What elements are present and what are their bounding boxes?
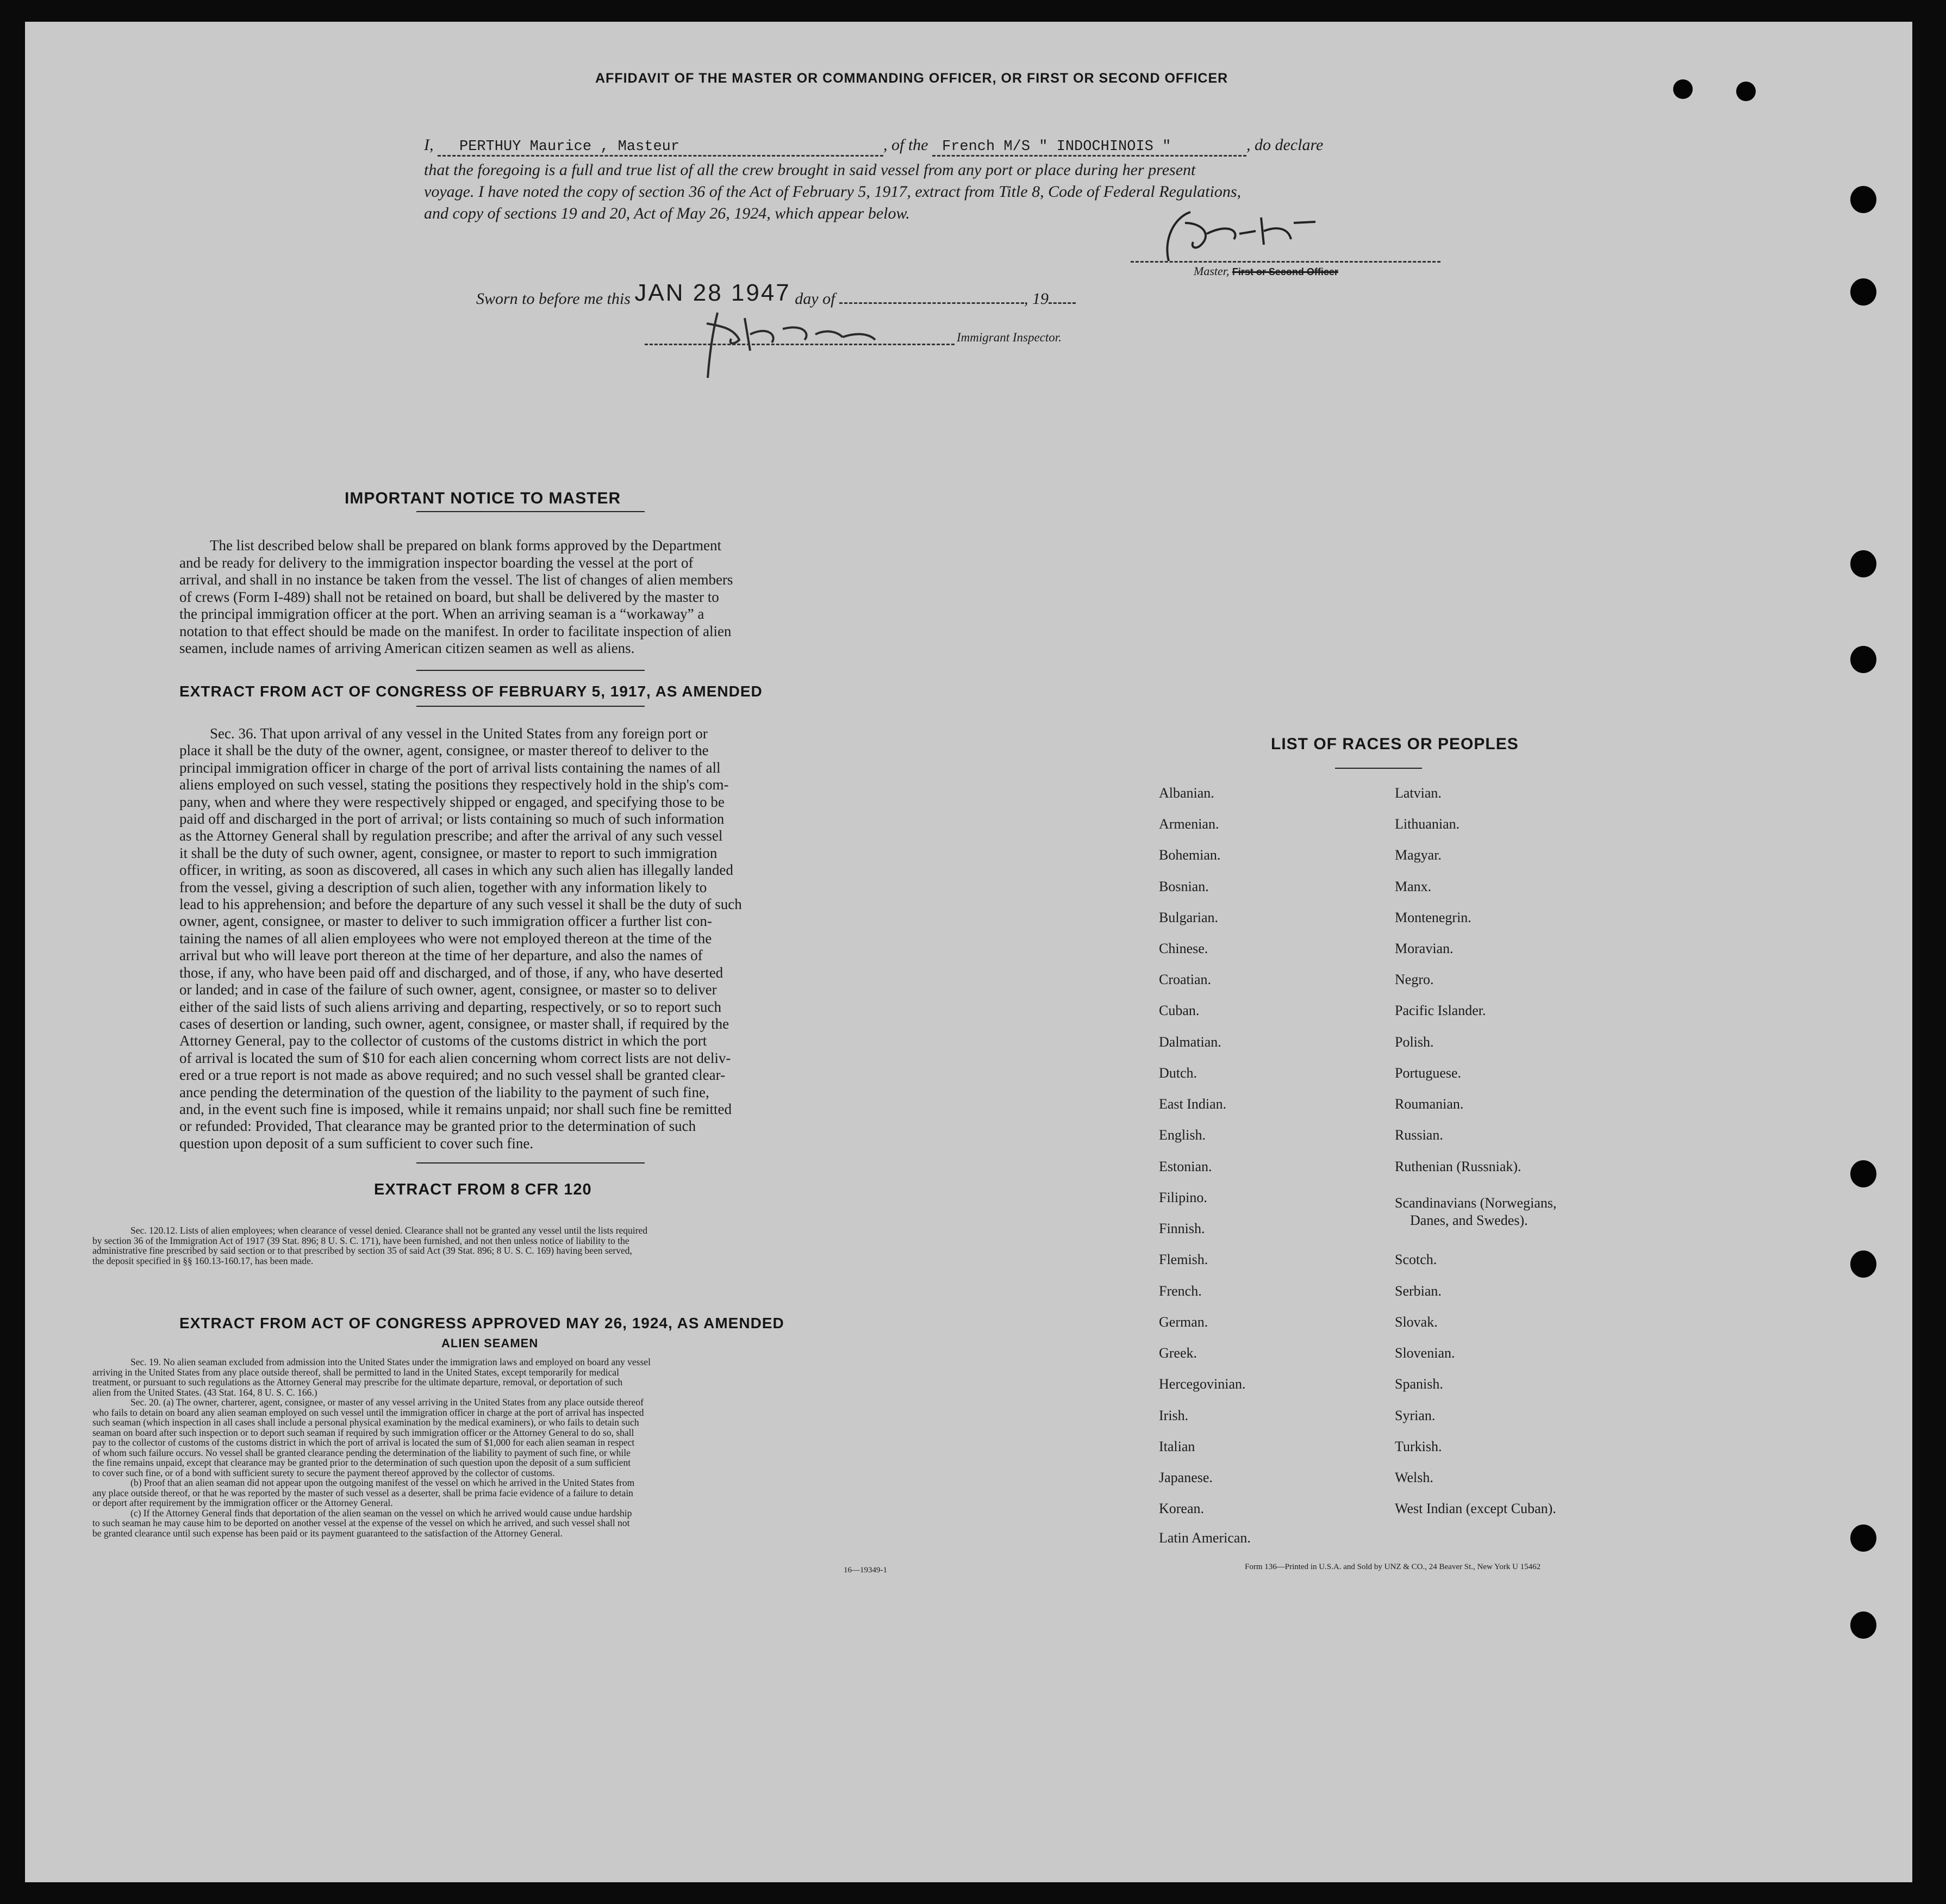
race-item: Estonian. [1159,1159,1212,1174]
alien-seamen-subheading: ALIEN SEAMEN [441,1336,539,1350]
race-item: Dalmatian. [1159,1034,1221,1050]
binder-hole-icon [1850,1160,1876,1187]
race-item: Welsh. [1395,1470,1433,1485]
year-label: , 19 [1024,290,1049,308]
extract-1917-text: Sec. 36. That upon arrival of any vessel in the United States from any foreign port or place it shall be the duty of the owner, agent, consignee, or master thereof to deliver to the principal immigration officer in charge of the port of arrival lists containing the names of all aliens employed on such vessel, stating the positions they respectively hold in the ship's com- pany, when and where they were respectively shipped or engaged, and specifying those to be paid off and discharged in the port of arrival; or lists containing so much of such information as the Attorney General shall by regulation prescribe; and after the arrival of any such vessel it shall be the duty of such owner, agent, consignee, or master to report to such immigration officer, in writing, as soon as discovered, all cases in which any such alien has illegally landed from the vessel, giving a description of such alien, together with any information likely to lead to his apprehension; and before the departure of any such vessel it shall be the duty of such owner, agent, consignee, or master to deliver to such immigration officer a further list con- taining the names of all alien employees who were not employed thereon at the time of the arrival but who will leave port thereon at the time of her departure, and also the names of those, if any, who have been paid off and discharged, and of those, if any, who have deserted or landed; and in case of the failure of such owner, agent, consignee, or master so to deliver either of the said lists of such aliens arriving and departing, respectively, or so to report such cases of desertion or landing, such owner, agent, consignee, or master shall, if required by the Attorney General, pay to the collector of customs of the customs district in which the port of arrival is located the sum of $10 for each alien concerning whom correct lists are not deliv- ered or a true report is not made as above required; and no such vessel shall be granted clear- ance pending the determination of the question of the liability to the payment of such fine, and, in the event such fine is imposed, while it remains unpaid; nor shall such fine be remitted or refunded: Provided, That clearance may be granted prior to the determination of such question upon deposit of a sum sufficient to cover such fine. [179,725,742,1152]
race-item: Filipino. [1159,1190,1207,1205]
extract-1924-text: Sec. 19. No alien seaman excluded from admission into the United States under the immigration laws and employed on board any vessel arriving in the United States from any place outside thereof, shall be permitted to land in the United States, except temporarily for medical treatment, or pursuant to such regulations as the Attorney General may prescribe for the ultimate departure, removal, or deportation of such alien from the United States. (43 Stat. 164, 8 U. S. C. 166.) Sec. 20. (a) The owner, charterer, agent, consignee, or master of any vessel arriving in the United States from any place outside thereof who fails to detain on board any alien seaman employed on such vessel until the immigration officer in charge at the port of arrival has inspected such seaman (which inspection in all cases shall include a personal physical examination by the medical examiners), or who fails to detain such seaman on board after such inspection or to deport such seaman if required by such immigration officer or the Attorney General to do so, shall pay to the collector of customs of the customs district in which the port of arrival is located the sum of $1,000 for each alien seaman in respect of whom such failure occurs. No vessel shall be granted clearance pending the determination of the liability to payment of such fine, or while the fine remains unpaid, except that clearance may be granted prior to the determination of such question upon the deposit of a sum sufficient to cover such fine, or of a bond with sufficient surety to secure the payment thereof approved by the collector of customs. (b) Proof that an alien seaman did not appear upon the outgoing manifest of the vessel on which he arrived in the United States from any place outside thereof, or that he was reported by the master of such vessel as a deserter, shall be prima facie evidence of a failure to detain or deport after requirement by the immigration officer or the Attorney General. (c) If the Attorney General finds that deportation of the alien seaman on the vessel on which he arrived would cause undue hardship to such seaman he may cause him to be deported on another vessel at the expense of the vessel on which he arrived, and such vessel shall not be granted clearance until such expense has been paid or its payment guaranteed to the satisfaction of the Attorney General. [92,1357,651,1539]
extract-1924-heading: EXTRACT FROM ACT OF CONGRESS APPROVED MAY 26, 1924, AS AMENDED [179,1315,784,1331]
race-item: Ruthenian (Russniak). [1395,1159,1521,1174]
race-item: Bohemian. [1159,847,1221,863]
binder-hole-icon [1850,550,1876,577]
race-item: West Indian (except Cuban). [1395,1501,1556,1516]
race-item: Moravian. [1395,941,1454,956]
race-item: Armenian. [1159,816,1219,832]
affidavit-declaration-line [424,136,1484,158]
race-item: Negro. [1395,972,1434,987]
i-label: I, [424,136,434,154]
race-item: Italian [1159,1439,1195,1454]
affidavit-body-line-2: voyage. I have noted the copy of section 36 of the Act of February 5, 1917, extract from Title 8, Code of Federal Regulations, [424,183,1242,201]
affidavit-body-line-3: and copy of sections 19 and 20, Act of May 26, 1924, which appear below. [424,204,910,222]
race-item: Magyar. [1395,847,1442,863]
master-name-field[interactable]: PERTHUY Maurice , Masteur [438,139,883,157]
race-item: Polish. [1395,1034,1434,1050]
section-divider [416,1162,645,1163]
notice-heading: IMPORTANT NOTICE TO MASTER [345,489,621,507]
race-item: Serbian. [1395,1283,1442,1299]
binder-hole-icon [1850,186,1876,213]
section-divider [416,670,645,671]
print-code: 16—19349-1 [844,1566,887,1575]
notice-divider [416,511,645,512]
race-item: Cuban. [1159,1003,1200,1018]
binder-hole-icon [1736,82,1756,101]
race-item: Greek. [1159,1345,1197,1361]
race-item: Bosnian. [1159,879,1209,894]
do-declare-label: , do declare [1246,136,1324,154]
notice-text: The list described below shall be prepared on blank forms approved by the Department and be ready for delivery to the immigration inspector boarding the vessel at the port of arrival, and shall in no instance be taken from the vessel. The list of changes of alien members of crews (Form I-489) shall not be retained on board, but shall be delivered by the master to the principal immigration officer at the port. When an arriving seaman is a “workaway” a notation to that effect should be made on the manifest. In order to facilitate inspection of alien seamen, include names of arriving American citizen seamen as well as aliens. [179,537,733,656]
affidavit-body-line-1: that the foregoing is a full and true list of all the crew brought in said vessel from any port or place during her present [424,161,1196,179]
race-item: Slovenian. [1395,1345,1455,1361]
race-item: Lithuanian. [1395,816,1460,832]
binder-hole-icon [1850,1611,1876,1639]
race-item: Korean. [1159,1501,1205,1516]
race-item: Irish. [1159,1408,1189,1423]
race-item: Scotch. [1395,1252,1437,1267]
race-item: Scandinavians (Norwegians, [1395,1195,1557,1211]
binder-hole-icon [1673,79,1693,99]
year-field[interactable] [1049,302,1076,304]
race-item: Japanese. [1159,1470,1213,1485]
sworn-label: Sworn to before me this [476,290,631,308]
binder-hole-icon [1850,646,1876,673]
extract-cfr-text: Sec. 120.12. Lists of alien employees; when clearance of vessel denied. Clearance shall not be granted any vessel until the lists required by section 36 of the Immigration Act of 1917 (39 Stat. 896; 8 U. S. C. 171), have been furnished, and not then unless notice of liability to the administrative fine prescribed by said section or to that prescribed by section 35 of said Act (39 Stat. 896; 8 U. S. C. 169) having been served, the deposit specified in §§ 160.13-160.17, has been made. [92,1225,648,1266]
race-item: Latvian. [1395,785,1442,801]
day-of-label: day of [795,290,835,308]
binder-hole-icon [1850,1525,1876,1552]
extract-cfr-heading: EXTRACT FROM 8 CFR 120 [374,1181,592,1198]
races-heading: LIST OF RACES OR PEOPLES [1271,735,1519,753]
race-item: Croatian. [1159,972,1212,987]
race-item: Manx. [1395,879,1432,894]
race-item: English. [1159,1127,1206,1143]
race-item: Bulgarian. [1159,910,1219,925]
master-signature-line [1131,260,1440,263]
of-the-label: , of the [883,136,928,154]
race-item: Syrian. [1395,1408,1436,1423]
race-item: Russian. [1395,1127,1443,1143]
race-item: Turkish. [1395,1439,1442,1454]
extract-1917-heading: EXTRACT FROM ACT OF CONGRESS OF FEBRUARY 5, 1917, AS AMENDED [179,683,763,700]
race-item: East Indian. [1159,1096,1227,1112]
binder-hole-icon [1850,278,1876,306]
race-item: Slovak. [1395,1314,1438,1330]
inspector-signature-line [645,343,955,345]
form-footer-note: Form 136—Printed in U.S.A. and Sold by UNZ & CO., 24 Beaver St., New York U 15462 [1245,1563,1541,1571]
race-item: Dutch. [1159,1065,1197,1081]
race-item: Spanish. [1395,1376,1443,1392]
race-item: Pacific Islander. [1395,1003,1486,1018]
inspector-label: Immigrant Inspector. [957,331,1062,344]
race-item: Danes, and Swedes). [1410,1212,1528,1228]
race-item: Portuguese. [1395,1065,1462,1081]
race-item: Finnish. [1159,1221,1205,1236]
binder-hole-icon [1850,1250,1876,1278]
race-item: Albanian. [1159,785,1214,801]
race-item: French. [1159,1283,1202,1299]
race-item: German. [1159,1314,1208,1330]
race-item: Montenegrin. [1395,910,1471,925]
officer-struck-label: First or Second Officer [1232,266,1338,277]
date-stamp: JAN 28 1947 [634,279,791,306]
race-item: Roumanian. [1395,1096,1464,1112]
race-item: Latin American. [1159,1530,1251,1546]
race-item: Flemish. [1159,1252,1208,1267]
affidavit-title: AFFIDAVIT OF THE MASTER OR COMMANDING OFFICER, OR FIRST OR SECOND OFFICER [595,71,1228,86]
master-label: Master, First or Second Officer [1194,264,1338,278]
race-item: Chinese. [1159,941,1208,956]
races-divider [1335,768,1422,769]
extract-1917-divider [416,706,645,707]
race-item: Hercegovinian. [1159,1376,1246,1392]
vessel-field[interactable]: French M/S " INDOCHINOIS " [932,139,1246,157]
